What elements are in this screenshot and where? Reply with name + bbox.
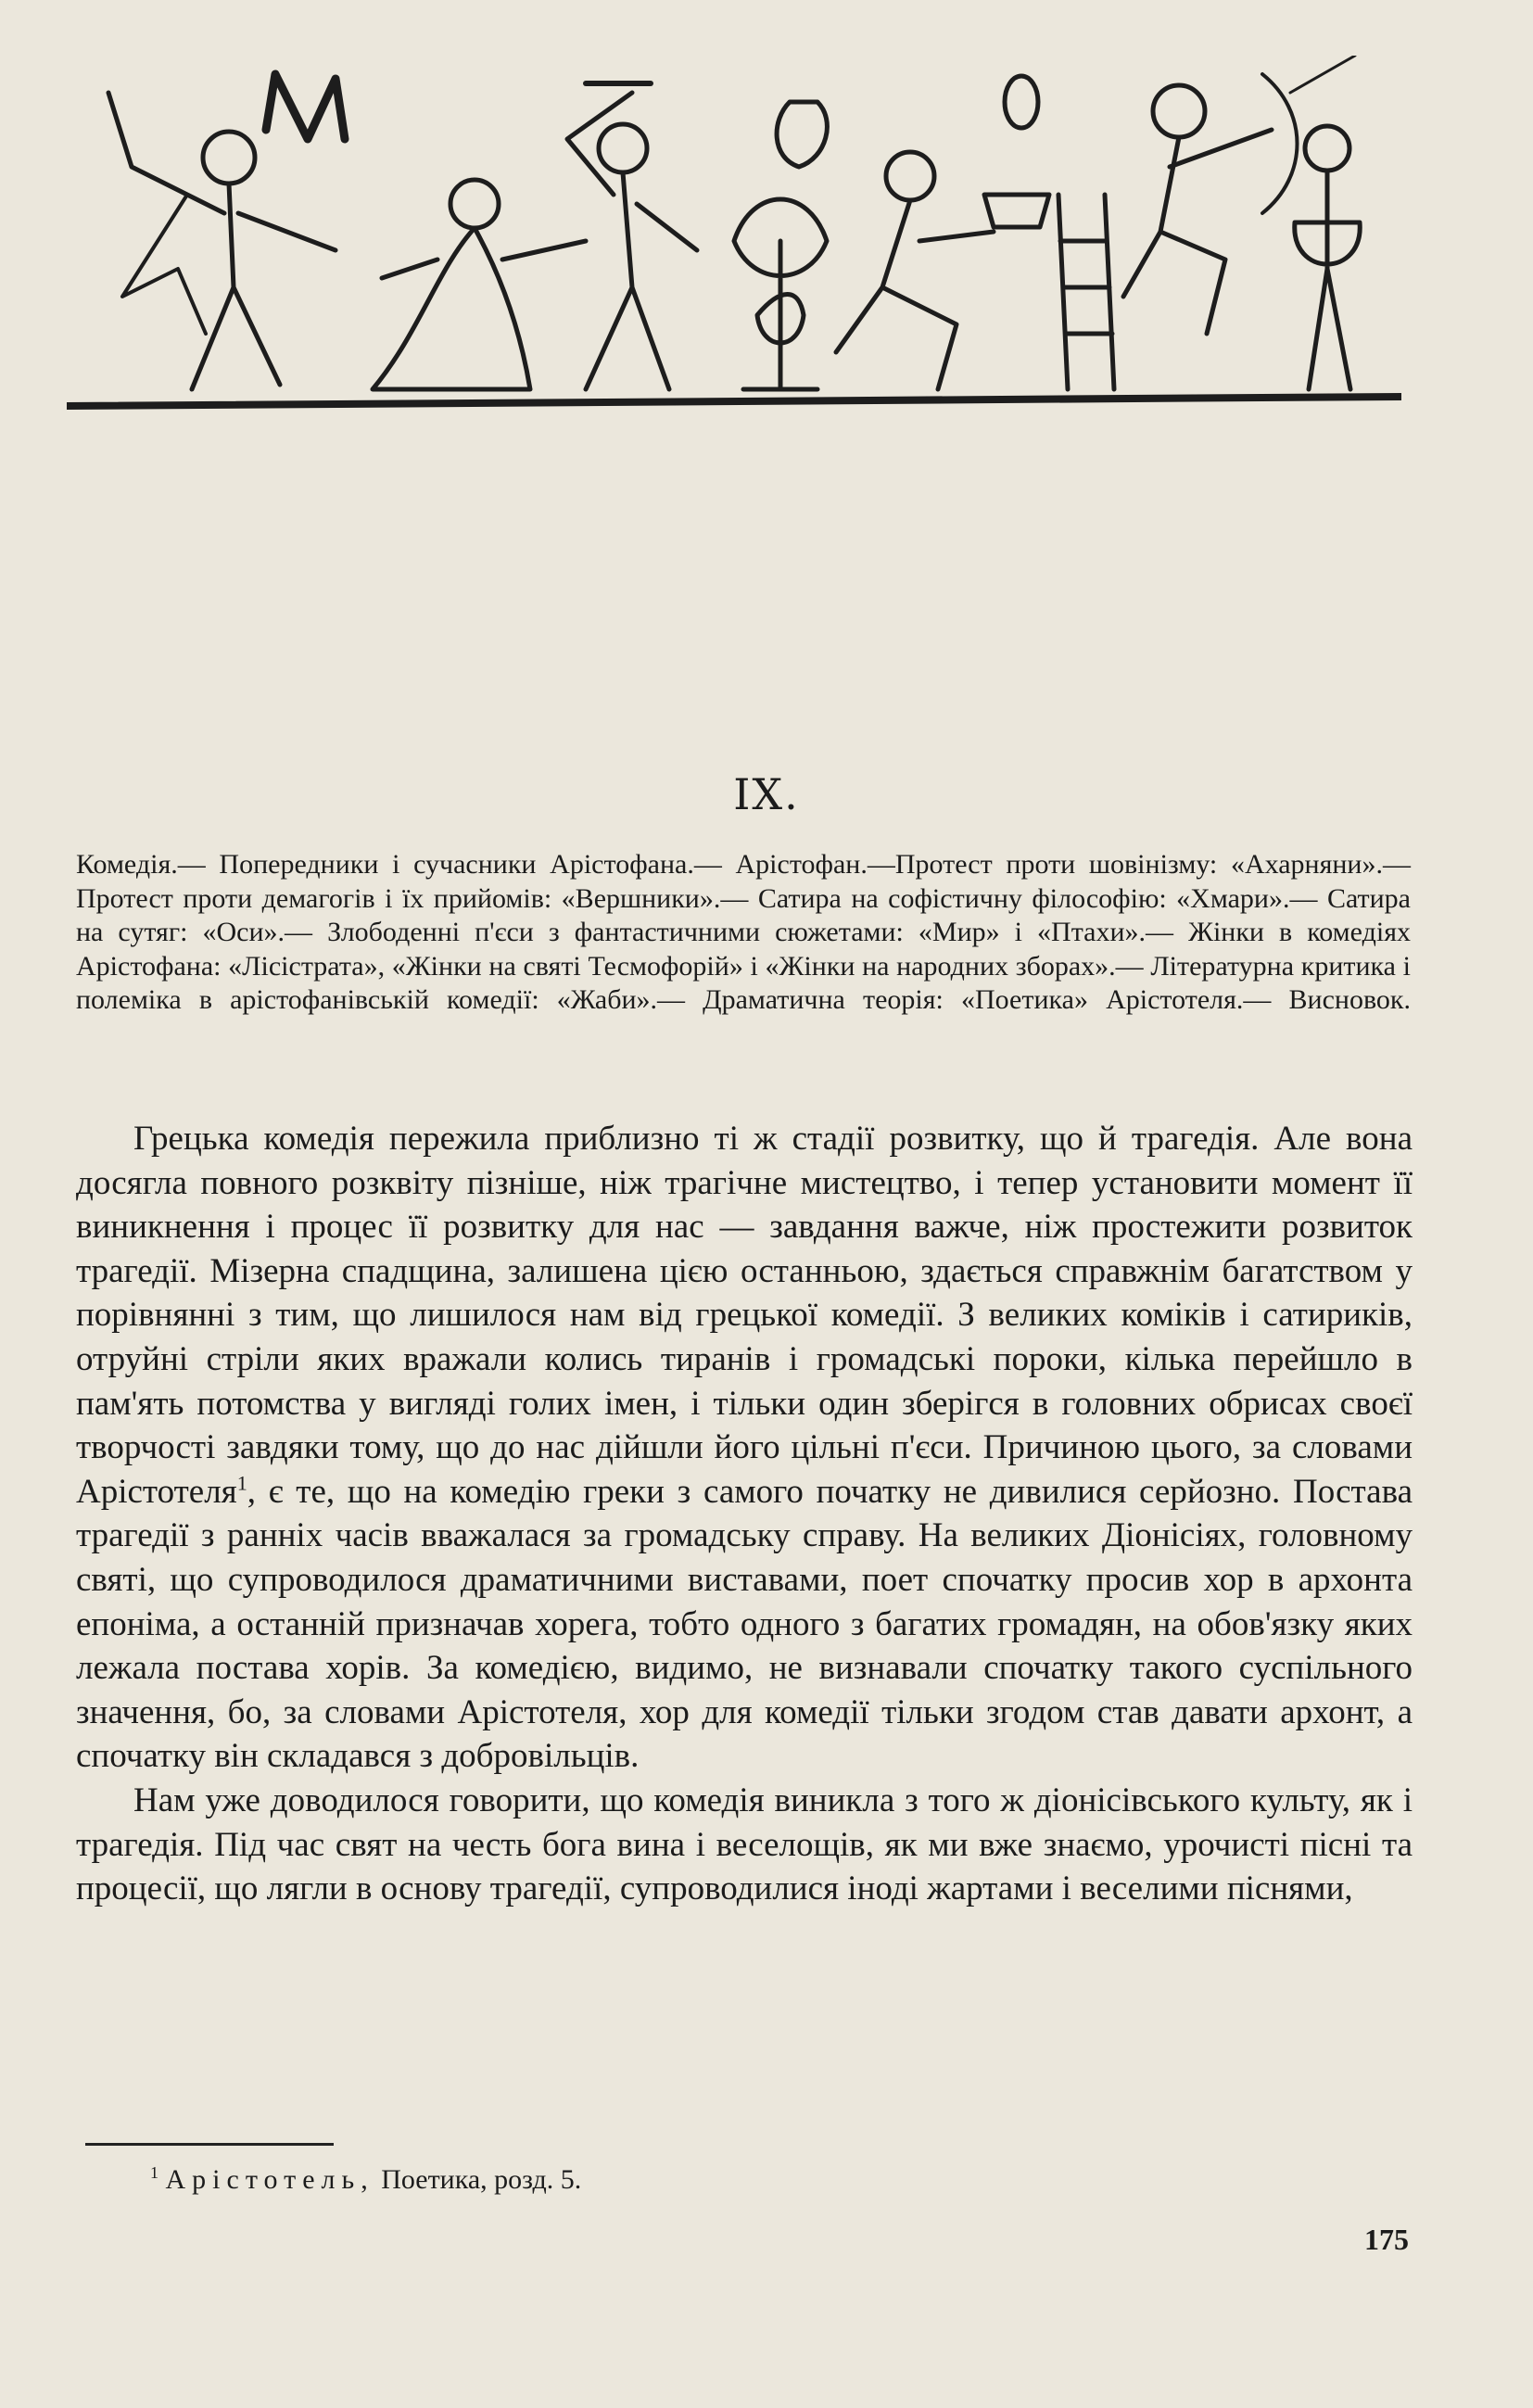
paragraph xyxy=(76,1117,1413,1779)
greek-vase-frieze-illustration xyxy=(67,56,1401,426)
footnote-author: Арістотель, xyxy=(165,2164,374,2195)
page-number: 175 xyxy=(1364,2223,1409,2256)
chapter-summary: Комедія.— Попередники і сучасники Арістофана.— Арістофан.—Протест проти шовінізму: «Ахарняни».— Протест проти демагогів і їх прийомів: «Вершники».— Сатира на софістичну філософію: «Хмари».— Сатира на сутяг: «Оси».— Злободенні п'єси з фантастичними сюжетами: «Мир» і «Птахи».— Жінки в комедіях Арістофана: «Лісістрата», «Жінки на святі Тесмофорій» і «Жінки на народних зборах».— Літературна критика і полеміка в арістофанівській комедії: «Жаби».— Драматична теорія: «Поетика» Арістотеля.— Висновок. xyxy=(76,849,1411,1015)
footnote xyxy=(150,2164,581,2196)
footnote-marker: 1 xyxy=(150,2163,158,2182)
footnote-text: Поетика, розд. 5. xyxy=(381,2164,582,2195)
paragraph-text: Грецька комедія пережила приблизно ті ж стадії розвитку, що й трагедія. Але вона досягла повного розквіту пізніше, ніж трагічне мистецтво, і тепер установити момент її виникнення і процес її розвитку для нас — завдання важче, ніж простежити розвиток трагедії. Мізерна спадщина, залишена цією останньою, здається справжнім багатством у порівнянні з тим, що лишилося нам від грецької комедії. З великих коміків і сатириків, отруйні стріли яких вражали колись тиранів і громадські пороки, кілька перейшло в пам'ять потомства у вигляді голих імен, і тільки один зберігся в головних обрисах своєї творчості завдяки тому, що до нас дійшли його цільні п'єси. Причиною цього, за словами Арістотеля xyxy=(76,1120,1413,1511)
chapter-number: IX. xyxy=(733,769,800,819)
paragraph-text: , є те, що на комедію греки з самого початку не дивилися серйозно. Постава трагедії з ранніх часів вважалася за громадську справу. На великих Діонісіях, головному святі, що супроводилося драматичними виставами, поет спочатку просив хор в архонта епоніма, а останній призначав хорега, тобто одного з багатих громадян, на обов'язку яких лежала постава хорів. За комедією, видимо, не визнавали спочатку такого суспільного значення, бо, за словами Арістотеля, хор для комедії тільки згодом став давати архонт, а спочатку він складався з добровільців. xyxy=(76,1472,1413,1776)
main-text xyxy=(76,1117,1413,1911)
footnote-divider xyxy=(85,2143,334,2146)
paragraph: Нам уже доводилося говорити, що комедія виникла з того ж діонісівського культу, як і трагедія. Під час свят на честь бога вина і веселощів, як ми вже знаємо, урочисті пісні та процесії, що лягли в основу трагедії, супроводилися іноді жартами і веселими піснями, xyxy=(76,1781,1413,1908)
footnote-reference[interactable]: 1 xyxy=(236,1471,247,1495)
